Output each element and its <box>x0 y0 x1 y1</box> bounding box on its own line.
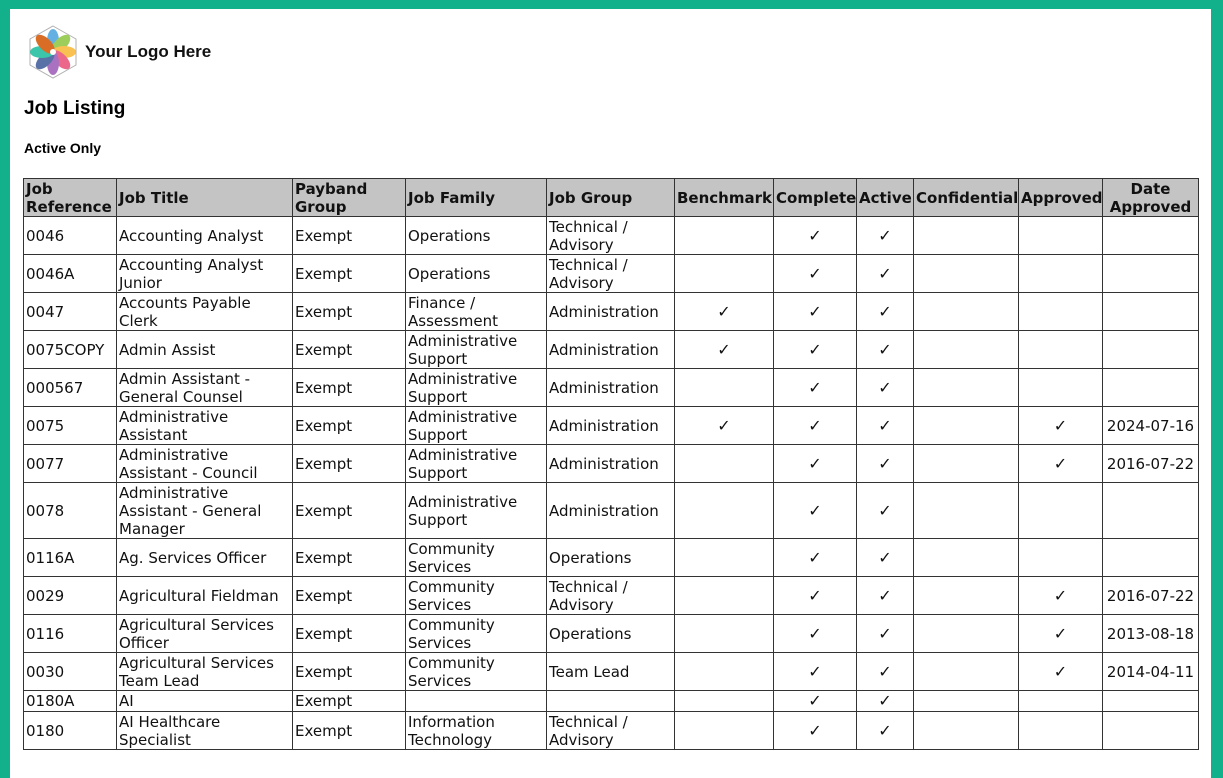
cell-job-group: Administration <box>547 293 675 331</box>
table-row <box>24 483 1199 539</box>
cell-job-reference: 000567 <box>24 369 117 407</box>
cell-payband-group: Exempt <box>293 712 406 750</box>
table-row <box>24 691 1199 712</box>
header-job-reference: Job Reference <box>24 179 117 217</box>
cell-job-family: Information Technology <box>406 712 547 750</box>
cell-payband-group: Exempt <box>293 653 406 691</box>
cell-approved: ✓ <box>1019 653 1103 691</box>
cell-job-title: AI <box>117 691 293 712</box>
cell-payband-group: Exempt <box>293 691 406 712</box>
cell-complete: ✓ <box>774 369 857 407</box>
cell-benchmark: ✓ <box>675 293 774 331</box>
cell-date-approved <box>1103 483 1199 539</box>
cell-payband-group: Exempt <box>293 293 406 331</box>
cell-job-group: Administration <box>547 445 675 483</box>
cell-job-reference: 0030 <box>24 653 117 691</box>
header-job-title: Job Title <box>117 179 293 217</box>
cell-confidential <box>914 653 1019 691</box>
cell-job-group: Operations <box>547 539 675 577</box>
cell-payband-group: Exempt <box>293 445 406 483</box>
cell-payband-group: Exempt <box>293 331 406 369</box>
cell-benchmark: ✓ <box>675 407 774 445</box>
table-row <box>24 255 1199 293</box>
cell-job-group <box>547 691 675 712</box>
header-approved: Approved <box>1019 179 1103 217</box>
table-row <box>24 653 1199 691</box>
cell-active: ✓ <box>857 483 914 539</box>
cell-job-title: Accounting Analyst <box>117 217 293 255</box>
logo-text: Your Logo Here <box>85 42 212 61</box>
header-date-approved: Date Approved <box>1103 179 1199 217</box>
cell-confidential <box>914 445 1019 483</box>
cell-approved <box>1019 712 1103 750</box>
cell-payband-group: Exempt <box>293 483 406 539</box>
cell-complete: ✓ <box>774 331 857 369</box>
cell-job-reference: 0075 <box>24 407 117 445</box>
cell-confidential <box>914 483 1019 539</box>
cell-job-title: Administrative Assistant - General Manager <box>117 483 293 539</box>
cell-confidential <box>914 369 1019 407</box>
cell-confidential <box>914 217 1019 255</box>
cell-date-approved: 2014-04-11 <box>1103 653 1199 691</box>
cell-complete: ✓ <box>774 539 857 577</box>
cell-approved <box>1019 539 1103 577</box>
cell-active: ✓ <box>857 407 914 445</box>
cell-confidential <box>914 615 1019 653</box>
cell-job-group: Operations <box>547 615 675 653</box>
cell-job-family: Community Services <box>406 539 547 577</box>
cell-active: ✓ <box>857 217 914 255</box>
table-row <box>24 293 1199 331</box>
cell-date-approved: 2016-07-22 <box>1103 577 1199 615</box>
cell-confidential <box>914 255 1019 293</box>
cell-job-title: Admin Assist <box>117 331 293 369</box>
header-job-group: Job Group <box>547 179 675 217</box>
table-row <box>24 577 1199 615</box>
cell-payband-group: Exempt <box>293 255 406 293</box>
cell-date-approved <box>1103 369 1199 407</box>
cell-benchmark <box>675 712 774 750</box>
cell-date-approved <box>1103 293 1199 331</box>
cell-job-title: AI Healthcare Specialist <box>117 712 293 750</box>
cell-approved <box>1019 293 1103 331</box>
cell-date-approved: 2016-07-22 <box>1103 445 1199 483</box>
cell-active: ✓ <box>857 331 914 369</box>
report-subtitle: Active Only <box>24 140 102 156</box>
cell-complete: ✓ <box>774 445 857 483</box>
table-row <box>24 539 1199 577</box>
cell-benchmark <box>675 369 774 407</box>
cell-complete: ✓ <box>774 407 857 445</box>
cell-confidential <box>914 577 1019 615</box>
cell-confidential <box>914 331 1019 369</box>
cell-job-family: Administrative Support <box>406 369 547 407</box>
cell-payband-group: Exempt <box>293 407 406 445</box>
cell-complete: ✓ <box>774 577 857 615</box>
cell-job-group: Administration <box>547 483 675 539</box>
cell-approved: ✓ <box>1019 577 1103 615</box>
cell-job-reference: 0180 <box>24 712 117 750</box>
cell-job-reference: 0180A <box>24 691 117 712</box>
cell-job-title: Agricultural Services Officer <box>117 615 293 653</box>
cell-benchmark <box>675 691 774 712</box>
cell-confidential <box>914 539 1019 577</box>
cell-confidential <box>914 407 1019 445</box>
cell-job-title: Administrative Assistant - Council <box>117 445 293 483</box>
cell-job-group: Administration <box>547 407 675 445</box>
cell-active: ✓ <box>857 255 914 293</box>
cell-job-reference: 0047 <box>24 293 117 331</box>
cell-benchmark <box>675 255 774 293</box>
cell-job-family: Community Services <box>406 653 547 691</box>
cell-job-group: Technical / Advisory <box>547 217 675 255</box>
cell-job-group: Administration <box>547 369 675 407</box>
cell-confidential <box>914 293 1019 331</box>
cell-active: ✓ <box>857 653 914 691</box>
cell-approved: ✓ <box>1019 407 1103 445</box>
cell-benchmark <box>675 217 774 255</box>
cell-job-reference: 0046 <box>24 217 117 255</box>
cell-job-title: Accounting Analyst Junior <box>117 255 293 293</box>
cell-job-family: Operations <box>406 217 547 255</box>
cell-job-group: Team Lead <box>547 653 675 691</box>
cell-job-family: Administrative Support <box>406 445 547 483</box>
header-complete: Complete <box>774 179 857 217</box>
cell-active: ✓ <box>857 293 914 331</box>
cell-job-family: Administrative Support <box>406 407 547 445</box>
cell-approved <box>1019 255 1103 293</box>
cell-confidential <box>914 691 1019 712</box>
cell-complete: ✓ <box>774 255 857 293</box>
cell-approved: ✓ <box>1019 445 1103 483</box>
cell-approved <box>1019 369 1103 407</box>
cell-confidential <box>914 712 1019 750</box>
cell-complete: ✓ <box>774 293 857 331</box>
cell-job-group: Technical / Advisory <box>547 712 675 750</box>
cell-job-reference: 0116 <box>24 615 117 653</box>
cell-job-title: Agricultural Fieldman <box>117 577 293 615</box>
cell-active: ✓ <box>857 445 914 483</box>
cell-date-approved <box>1103 539 1199 577</box>
cell-job-family: Finance / Assessment <box>406 293 547 331</box>
table-row <box>24 445 1199 483</box>
header-job-family: Job Family <box>406 179 547 217</box>
cell-job-title: Accounts Payable Clerk <box>117 293 293 331</box>
cell-active: ✓ <box>857 691 914 712</box>
cell-job-reference: 0116A <box>24 539 117 577</box>
cell-date-approved <box>1103 691 1199 712</box>
cell-job-title: Agricultural Services Team Lead <box>117 653 293 691</box>
flower-logo-icon <box>27 24 79 80</box>
cell-active: ✓ <box>857 712 914 750</box>
cell-job-title: Admin Assistant - General Counsel <box>117 369 293 407</box>
cell-active: ✓ <box>857 539 914 577</box>
cell-payband-group: Exempt <box>293 577 406 615</box>
table-row <box>24 369 1199 407</box>
cell-date-approved <box>1103 217 1199 255</box>
table-row <box>24 217 1199 255</box>
cell-benchmark <box>675 483 774 539</box>
cell-payband-group: Exempt <box>293 217 406 255</box>
cell-active: ✓ <box>857 615 914 653</box>
cell-date-approved <box>1103 331 1199 369</box>
table-row <box>24 615 1199 653</box>
cell-benchmark <box>675 577 774 615</box>
cell-complete: ✓ <box>774 712 857 750</box>
cell-job-family: Operations <box>406 255 547 293</box>
cell-payband-group: Exempt <box>293 615 406 653</box>
cell-job-family: Administrative Support <box>406 331 547 369</box>
cell-benchmark <box>675 653 774 691</box>
cell-job-group: Technical / Advisory <box>547 577 675 615</box>
header-active: Active <box>857 179 914 217</box>
table-header-row <box>24 179 1199 217</box>
cell-date-approved: 2024-07-16 <box>1103 407 1199 445</box>
cell-approved <box>1019 217 1103 255</box>
cell-job-reference: 0075COPY <box>24 331 117 369</box>
cell-job-family <box>406 691 547 712</box>
cell-job-family: Community Services <box>406 577 547 615</box>
cell-complete: ✓ <box>774 483 857 539</box>
cell-approved <box>1019 331 1103 369</box>
cell-approved: ✓ <box>1019 615 1103 653</box>
cell-complete: ✓ <box>774 691 857 712</box>
cell-benchmark: ✓ <box>675 331 774 369</box>
cell-benchmark <box>675 615 774 653</box>
report-title: Job Listing <box>24 98 126 119</box>
cell-approved <box>1019 691 1103 712</box>
cell-active: ✓ <box>857 369 914 407</box>
table-row <box>24 331 1199 369</box>
report-page <box>10 9 1211 778</box>
table-row <box>24 712 1199 750</box>
cell-benchmark <box>675 445 774 483</box>
cell-approved <box>1019 483 1103 539</box>
cell-job-group: Technical / Advisory <box>547 255 675 293</box>
header-benchmark: Benchmark <box>675 179 774 217</box>
cell-date-approved: 2013-08-18 <box>1103 615 1199 653</box>
cell-complete: ✓ <box>774 615 857 653</box>
cell-job-reference: 0046A <box>24 255 117 293</box>
cell-job-group: Administration <box>547 331 675 369</box>
cell-job-reference: 0077 <box>24 445 117 483</box>
header-confidential: Confidential <box>914 179 1019 217</box>
table-row <box>24 407 1199 445</box>
cell-benchmark <box>675 539 774 577</box>
cell-job-title: Ag. Services Officer <box>117 539 293 577</box>
cell-date-approved <box>1103 712 1199 750</box>
job-listing-table <box>23 178 1199 750</box>
cell-job-family: Administrative Support <box>406 483 547 539</box>
cell-complete: ✓ <box>774 217 857 255</box>
cell-date-approved <box>1103 255 1199 293</box>
cell-job-reference: 0078 <box>24 483 117 539</box>
cell-active: ✓ <box>857 577 914 615</box>
cell-payband-group: Exempt <box>293 369 406 407</box>
cell-job-family: Community Services <box>406 615 547 653</box>
header-payband-group: Payband Group <box>293 179 406 217</box>
cell-job-reference: 0029 <box>24 577 117 615</box>
cell-payband-group: Exempt <box>293 539 406 577</box>
cell-complete: ✓ <box>774 653 857 691</box>
cell-job-title: Administrative Assistant <box>117 407 293 445</box>
